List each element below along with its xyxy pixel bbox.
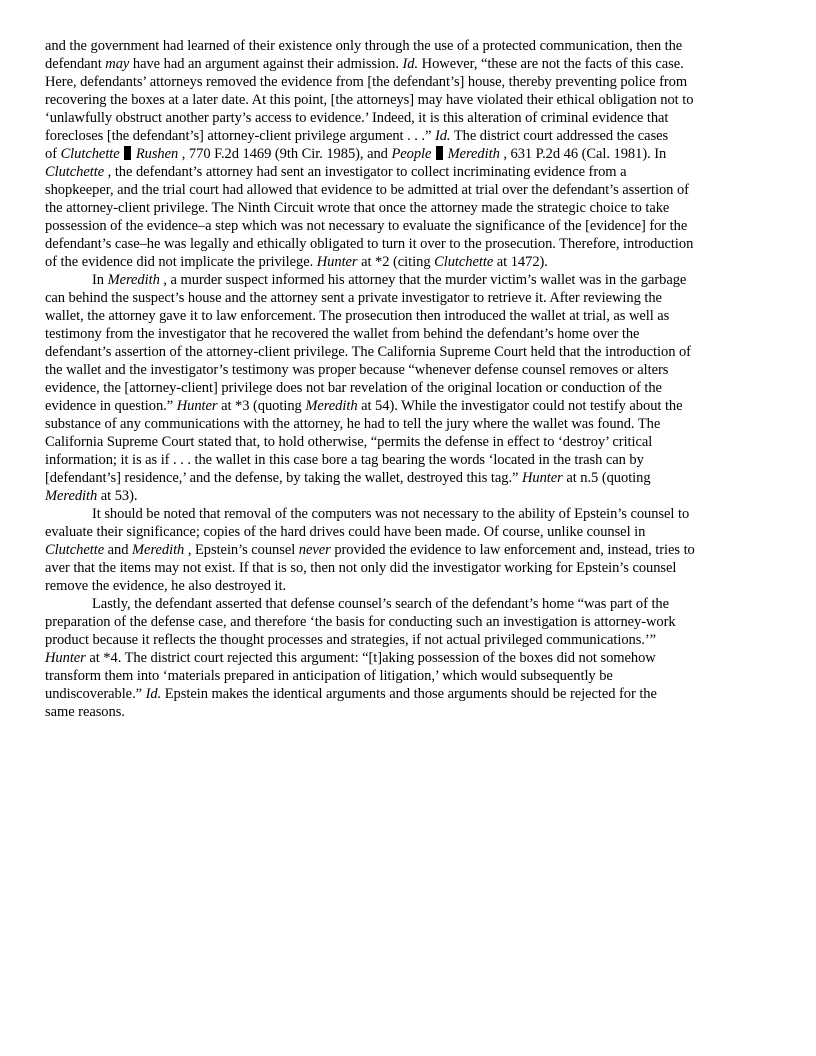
italic-citation: Id. [145,686,162,702]
text-line [45,469,772,487]
text-line [45,163,772,181]
text-run: at *4. The district court rejected this argument: “[t]aking possession of the boxes did not somehow [85,650,656,666]
italic-citation: Meredith [132,542,185,558]
text-run: shopkeeper, and the trial court had allowed that evidence to be admitted at trial over the defendant’s assertion of [45,182,689,198]
text-run: substance of any communications with the attorney, he had to tell the jury where the wallet was found. The [45,416,661,432]
text-run: Lastly, the defendant asserted that defense counsel’s search of the defendant’s home “was part of the [92,596,670,612]
text-run: provided the evidence to law enforcement and, instead, tries to [330,542,695,558]
text-run: , a murder suspect informed his attorney that the murder victim’s wallet was in the garbage [159,272,687,288]
text-line [45,145,772,163]
text-run: at n.5 (quoting [562,470,651,486]
italic-citation: Id. [402,56,419,72]
text-run: California Supreme Court stated that, to hold otherwise, “permits the defense in effect to ‘destroy’ critical [45,434,653,450]
body-text [45,37,772,721]
italic-citation: Clutchette [60,146,120,162]
text-line [45,433,772,451]
italic-citation: Clutchette [45,164,105,180]
text-run: defendant [45,56,106,72]
text-run: of the evidence did not implicate the privilege. [45,254,317,270]
text-line [45,487,772,505]
text-line [45,307,772,325]
italic-citation: People [391,146,432,162]
text-line [45,703,772,721]
text-run: the attorney-client privilege. The Ninth Circuit wrote that once the attorney made the strategic choice to take [45,200,670,216]
text-run: can behind the suspect’s house and the attorney sent a private investigator to retrieve it. After reviewing the [45,290,662,306]
text-run: ‘unlawfully obstruct another party’s access to evidence.’ Indeed, it is this alteration of criminal evidence that [45,110,669,126]
text-line [45,181,772,199]
text-run: [defendant’s] residence,’ and the defense, by taking the wallet, destroyed this tag.” [45,470,522,486]
text-line [45,55,772,73]
text-run: wallet, the attorney gave it to law enforcement. The prosecution then introduced the wallet at trial, as well as [45,308,670,324]
italic-citation: Meredith [45,488,98,504]
text-line [45,451,772,469]
text-run: evaluate their significance; copies of the hard drives could have been made. Of course, unlike counsel in [45,524,646,540]
text-run: the wallet and the investigator’s testimony was proper because “whenever defense counsel removes or alters [45,362,669,378]
text-run: have had an argument against their admission. [129,56,403,72]
text-run: In [92,272,108,288]
italic-citation: Rushen [135,146,179,162]
text-run: and [104,542,133,558]
text-run: The district court addressed the cases [450,128,669,144]
text-run: and the government had learned of their existence only through the use of a protected communication, then the [45,38,683,54]
text-run: at *2 (citing [357,254,435,270]
text-run: same reasons. [45,704,125,720]
text-run: undiscoverable.” [45,686,146,702]
text-line [45,595,772,613]
italic-citation: never [298,542,331,558]
italic-citation: Hunter [521,470,563,486]
text-line [45,523,772,541]
text-run: at 54). While the investigator could not testify about the [357,398,683,414]
text-line [45,397,772,415]
text-run: of [45,146,61,162]
text-run: evidence in question.” [45,398,177,414]
text-line [45,559,772,577]
text-run: possession of the evidence–a step which was not necessary to evaluate the significance of the [evidence] for the [45,218,688,234]
text-line [45,217,772,235]
italic-citation: may [105,56,130,72]
text-run: defendant’s assertion of the attorney-client privilege. The California Supreme Court held that the introduction of [45,344,691,360]
redaction-mark [124,146,131,160]
text-line [45,73,772,91]
text-line [45,505,772,523]
text-run: evidence, the [attorney-client] privilege does not bar revelation of the original location or conduction of the [45,380,662,396]
text-run: information; it is as if . . . the wallet in this case bore a tag bearing the words ‘located in the trash can by [45,452,644,468]
text-line [45,631,772,649]
text-run: It should be noted that removal of the computers was not necessary to the ability of Epstein’s counsel to [92,506,690,522]
italic-citation: Hunter [316,254,358,270]
italic-citation: Clutchette [45,542,105,558]
text-run: , 631 P.2d 46 (Cal. 1981). In [499,146,667,162]
text-line [45,325,772,343]
text-line [45,541,772,559]
text-line [45,649,772,667]
text-line [45,109,772,127]
text-line [45,577,772,595]
text-run [120,146,124,162]
redaction-mark [436,146,443,160]
text-line [45,343,772,361]
text-run: transform them into ‘materials prepared in anticipation of litigation,’ which would subsequently be [45,668,613,684]
text-run: forecloses [the defendant’s] attorney-client privilege argument . . .” [45,128,435,144]
text-line [45,613,772,631]
italic-citation: Meredith [447,146,500,162]
text-run: aver that the items may not exist. If that is so, then not only did the investigator working for Epstein’s counsel [45,560,677,576]
text-run: , 770 F.2d 1469 (9th Cir. 1985), and [178,146,392,162]
text-run: , Epstein’s counsel [184,542,299,558]
text-run [431,146,435,162]
text-run: remove the evidence, he also destroyed it. [45,578,287,594]
text-line [45,685,772,703]
italic-citation: Meredith [107,272,160,288]
text-run: at *3 (quoting [217,398,306,414]
text-run: recovering the boxes at a later date. At this point, [the attorneys] may have violated their ethical obligation not to [45,92,694,108]
text-line [45,127,772,145]
italic-citation: Meredith [305,398,358,414]
text-run: product because it reflects the thought processes and strategies, if not actual privileged communications.’” [45,632,657,648]
text-line [45,289,772,307]
text-run: at 1472). [493,254,548,270]
text-line [45,667,772,685]
italic-citation: Hunter [176,398,218,414]
text-line [45,379,772,397]
text-line [45,271,772,289]
text-run: defendant’s case–he was legally and ethically obligated to turn it over to the prosecution. Therefore, introduction [45,236,694,252]
text-line [45,37,772,55]
text-line [45,361,772,379]
text-run: Epstein makes the identical arguments and those arguments should be rejected for the [161,686,657,702]
text-run: testimony from the investigator that he recovered the wallet from behind the defendant’s home over the [45,326,640,342]
text-line [45,91,772,109]
text-run: preparation of the defense case, and therefore ‘the basis for conducting such an investigation is attorney-work [45,614,676,630]
italic-citation: Hunter [45,650,86,666]
text-run: , the defendant’s attorney had sent an investigator to collect incriminating evidence from a [104,164,627,180]
text-line [45,235,772,253]
text-line [45,199,772,217]
text-run: However, “these are not the facts of this case. [418,56,684,72]
text-run: at 53). [97,488,138,504]
text-line [45,415,772,433]
italic-citation: Clutchette [434,254,494,270]
italic-citation: Id. [434,128,451,144]
text-run: Here, defendants’ attorneys removed the evidence from [the defendant’s] house, thereby preventing police from [45,74,688,90]
text-line [45,253,772,271]
